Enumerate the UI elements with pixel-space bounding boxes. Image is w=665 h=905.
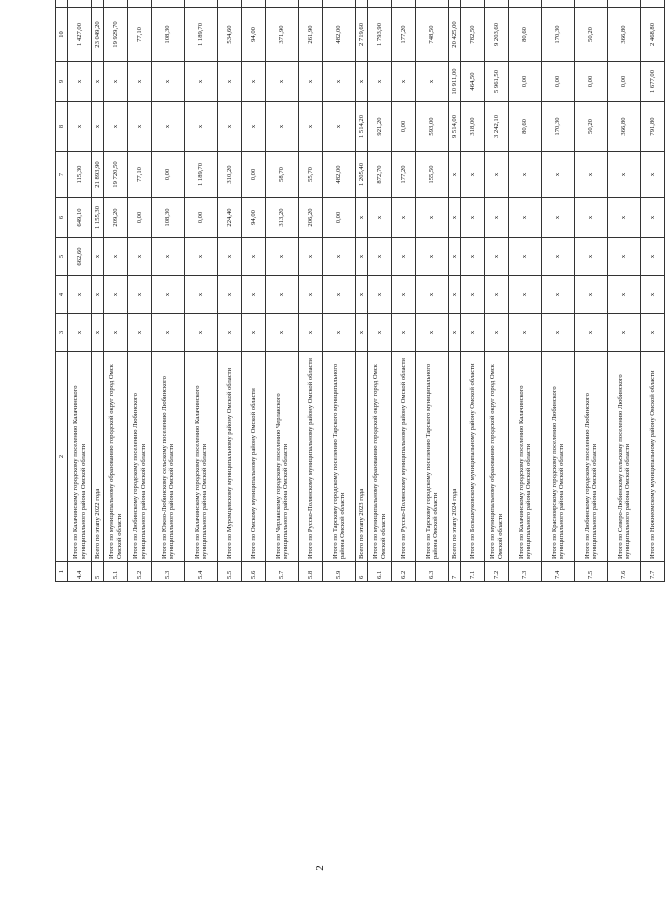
- value-cell: x: [575, 198, 608, 238]
- value-cell: x: [68, 314, 92, 352]
- column-number-header: [56, 0, 68, 8]
- value-cell: [68, 0, 92, 8]
- value-cell: x: [416, 238, 449, 276]
- row-number-cell: 5.8: [299, 562, 323, 582]
- value-cell: [128, 0, 152, 8]
- value-cell: x: [542, 276, 575, 314]
- value-cell: 1 205,40: [356, 152, 368, 198]
- value-cell: x: [185, 102, 218, 152]
- value-cell: x: [461, 198, 485, 238]
- value-cell: x: [104, 238, 128, 276]
- value-cell: [266, 0, 299, 8]
- value-cell: x: [185, 314, 218, 352]
- value-cell: x: [416, 62, 449, 102]
- value-cell: 649,10: [68, 198, 92, 238]
- municipality-name-cell: Итого по Русско-Полянскому муниципальному району Омской области: [299, 352, 323, 562]
- column-number-header: 2: [56, 352, 68, 562]
- row-number-cell: 7.3: [509, 562, 542, 582]
- value-cell: 80,60: [509, 8, 542, 62]
- value-cell: 1 189,70: [185, 8, 218, 62]
- value-cell: x: [392, 238, 416, 276]
- value-cell: 20 425,00: [449, 8, 461, 62]
- value-cell: x: [392, 276, 416, 314]
- municipality-name-cell: Итого по Омскому муниципальному району Омской области: [242, 352, 266, 562]
- value-cell: x: [128, 62, 152, 102]
- value-cell: x: [608, 198, 641, 238]
- value-cell: [356, 0, 368, 8]
- value-cell: [152, 0, 185, 8]
- value-cell: 1 793,90: [368, 8, 392, 62]
- value-cell: x: [266, 314, 299, 352]
- value-cell: 3 242,10: [485, 102, 509, 152]
- value-cell: x: [104, 102, 128, 152]
- table-row: [641, 0, 665, 582]
- table-row: [509, 0, 542, 582]
- value-cell: x: [461, 276, 485, 314]
- value-cell: x: [68, 276, 92, 314]
- value-cell: x: [416, 314, 449, 352]
- value-cell: [461, 0, 485, 8]
- value-cell: x: [485, 276, 509, 314]
- value-cell: 1 514,20: [356, 102, 368, 152]
- value-cell: x: [218, 276, 242, 314]
- value-cell: x: [608, 152, 641, 198]
- municipality-name-cell: Итого по муниципальному образованию городской округ город Омск Омской области: [368, 352, 392, 562]
- value-cell: 782,50: [461, 8, 485, 62]
- value-cell: x: [575, 152, 608, 198]
- value-cell: 177,20: [392, 152, 416, 198]
- value-cell: x: [323, 238, 356, 276]
- value-cell: x: [242, 102, 266, 152]
- value-cell: 19 929,70: [104, 8, 128, 62]
- value-cell: x: [242, 276, 266, 314]
- value-cell: 108,30: [152, 198, 185, 238]
- value-cell: x: [185, 238, 218, 276]
- value-cell: [542, 0, 575, 8]
- value-cell: x: [461, 314, 485, 352]
- table-row: [128, 0, 152, 582]
- value-cell: x: [509, 276, 542, 314]
- value-cell: [509, 0, 542, 8]
- value-cell: x: [485, 314, 509, 352]
- value-cell: 21 893,90: [92, 152, 104, 198]
- table-row: [266, 0, 299, 582]
- value-cell: x: [185, 62, 218, 102]
- value-cell: x: [542, 152, 575, 198]
- value-cell: x: [323, 62, 356, 102]
- value-cell: [485, 0, 509, 8]
- table-row: [542, 0, 575, 582]
- column-number-header: 9: [56, 62, 68, 102]
- value-cell: [416, 0, 449, 8]
- value-cell: 0,00: [128, 198, 152, 238]
- rotated-page: [55, 21, 656, 871]
- table-row: [104, 0, 128, 582]
- value-cell: x: [218, 314, 242, 352]
- municipality-name-cell: Итого по Калачинскому городскому поселению Калачинского муниципального района Омской области: [509, 352, 542, 562]
- value-cell: x: [485, 152, 509, 198]
- value-cell: x: [416, 198, 449, 238]
- value-cell: 170,30: [542, 8, 575, 62]
- value-cell: x: [266, 102, 299, 152]
- value-cell: x: [575, 238, 608, 276]
- value-cell: x: [392, 314, 416, 352]
- value-cell: x: [152, 314, 185, 352]
- value-cell: [449, 0, 461, 8]
- value-cell: x: [356, 62, 368, 102]
- row-number-cell: 7.6: [608, 562, 641, 582]
- value-cell: 77,10: [128, 152, 152, 198]
- value-cell: x: [542, 198, 575, 238]
- value-cell: 224,40: [218, 198, 242, 238]
- value-cell: [92, 0, 104, 8]
- column-number-header: 3: [56, 314, 68, 352]
- value-cell: x: [509, 152, 542, 198]
- value-cell: x: [641, 198, 665, 238]
- value-cell: 482,00: [323, 152, 356, 198]
- municipality-name-cell: Итого по Красноярскому городскому поселению Любинского муниципального района Омской области: [542, 352, 575, 562]
- value-cell: 2 719,60: [356, 8, 368, 62]
- value-cell: 115,30: [68, 152, 92, 198]
- row-number-cell: 5.3: [152, 562, 185, 582]
- value-cell: 1 189,70: [185, 152, 218, 198]
- municipality-name-cell: Итого по Тарскому городскому поселению Тарского муниципального района Омской области: [416, 352, 449, 562]
- value-cell: [575, 0, 608, 8]
- value-cell: 5 961,50: [485, 62, 509, 102]
- row-number-cell: 5.5: [218, 562, 242, 582]
- value-cell: 2 468,80: [641, 8, 665, 62]
- value-cell: 155,50: [416, 152, 449, 198]
- value-cell: x: [104, 62, 128, 102]
- value-cell: x: [128, 314, 152, 352]
- value-cell: 0,00: [185, 198, 218, 238]
- value-cell: x: [92, 238, 104, 276]
- value-cell: x: [368, 314, 392, 352]
- value-cell: x: [266, 62, 299, 102]
- value-cell: 366,80: [608, 8, 641, 62]
- value-cell: x: [449, 152, 461, 198]
- municipality-name-cell: Всего по этапу 2024 года: [449, 352, 461, 562]
- municipality-name-cell: Итого по Любинскому городскому поселению Любинского муниципального района Омской области: [575, 352, 608, 562]
- value-cell: x: [449, 238, 461, 276]
- value-cell: x: [152, 276, 185, 314]
- row-number-cell: 4.4: [68, 562, 92, 582]
- value-cell: x: [242, 62, 266, 102]
- value-cell: x: [392, 198, 416, 238]
- value-cell: x: [449, 276, 461, 314]
- table-row: [218, 0, 242, 582]
- table-row: [152, 0, 185, 582]
- value-cell: 0,00: [152, 152, 185, 198]
- value-cell: x: [416, 276, 449, 314]
- row-number-cell: 7: [449, 562, 461, 582]
- value-cell: 261,90: [299, 8, 323, 62]
- value-cell: 177,20: [392, 8, 416, 62]
- value-cell: 313,20: [266, 198, 299, 238]
- value-cell: x: [323, 276, 356, 314]
- row-number-cell: 6.3: [416, 562, 449, 582]
- municipality-name-cell: Итого по Любинскому городскому поселению Любинского муниципального района Омской области: [128, 352, 152, 562]
- value-cell: x: [92, 102, 104, 152]
- row-number-cell: 5.7: [266, 562, 299, 582]
- value-cell: 80,60: [509, 102, 542, 152]
- row-number-cell: 5.6: [242, 562, 266, 582]
- value-cell: 94,00: [242, 8, 266, 62]
- municipality-name-cell: Итого по Нижнеомскому муниципальному району Омской области: [641, 352, 665, 562]
- value-cell: 50,20: [575, 8, 608, 62]
- value-cell: x: [68, 62, 92, 102]
- stage-total-row: [449, 0, 461, 582]
- table-row: [68, 0, 92, 582]
- row-number-cell: 7.7: [641, 562, 665, 582]
- municipality-name-cell: Всего по этапу 2023 года: [356, 352, 368, 562]
- stage-total-row: [92, 0, 104, 582]
- table-row: [392, 0, 416, 582]
- value-cell: [323, 0, 356, 8]
- value-cell: x: [542, 314, 575, 352]
- column-number-header: 1: [56, 562, 68, 582]
- value-cell: x: [449, 198, 461, 238]
- value-cell: 58,70: [266, 152, 299, 198]
- municipality-name-cell: Итого по муниципальному образованию городской округ город Омск Омской области: [104, 352, 128, 562]
- value-cell: x: [92, 276, 104, 314]
- row-number-cell: 6.1: [368, 562, 392, 582]
- value-cell: x: [152, 238, 185, 276]
- value-cell: [299, 0, 323, 8]
- value-cell: x: [509, 198, 542, 238]
- value-cell: 482,00: [323, 8, 356, 62]
- table-row: [299, 0, 323, 582]
- value-cell: 662,60: [68, 238, 92, 276]
- value-cell: 19 720,50: [104, 152, 128, 198]
- municipality-name-cell: Итого по Калачинскому городскому поселению Калачинского муниципального района Омской области: [68, 352, 92, 562]
- value-cell: x: [323, 102, 356, 152]
- value-cell: x: [218, 102, 242, 152]
- value-cell: x: [575, 314, 608, 352]
- row-number-cell: 7.2: [485, 562, 509, 582]
- value-cell: 23 049,20: [92, 8, 104, 62]
- value-cell: x: [485, 198, 509, 238]
- row-number-cell: 7.5: [575, 562, 608, 582]
- value-cell: x: [368, 198, 392, 238]
- value-cell: 0,00: [323, 198, 356, 238]
- row-number-cell: 5.2: [128, 562, 152, 582]
- value-cell: 0,00: [242, 152, 266, 198]
- value-cell: 921,20: [368, 102, 392, 152]
- value-cell: 1 427,00: [68, 8, 92, 62]
- value-cell: x: [368, 62, 392, 102]
- row-number-cell: 5.1: [104, 562, 128, 582]
- value-cell: 0,00: [509, 62, 542, 102]
- table-row: [185, 0, 218, 582]
- value-cell: 366,80: [608, 102, 641, 152]
- value-cell: 50,20: [575, 102, 608, 152]
- value-cell: x: [509, 314, 542, 352]
- value-cell: x: [242, 314, 266, 352]
- value-cell: x: [242, 238, 266, 276]
- value-cell: x: [608, 314, 641, 352]
- value-cell: 310,20: [218, 152, 242, 198]
- table-row: [485, 0, 509, 582]
- municipality-name-cell: Итого по Южно-Любинскому сельскому поселению Любинского муниципального района Омской области: [152, 352, 185, 562]
- value-cell: x: [128, 102, 152, 152]
- municipality-name-cell: Всего по этапу 2022 года: [92, 352, 104, 562]
- value-cell: x: [128, 276, 152, 314]
- value-cell: [218, 0, 242, 8]
- value-cell: [641, 0, 665, 8]
- value-cell: x: [152, 102, 185, 152]
- value-cell: 593,00: [416, 102, 449, 152]
- value-cell: x: [266, 238, 299, 276]
- value-cell: x: [608, 276, 641, 314]
- header-row: [56, 0, 68, 582]
- housing-program-table: [55, 0, 665, 582]
- row-number-cell: 5: [92, 562, 104, 582]
- value-cell: x: [323, 314, 356, 352]
- table-row: [416, 0, 449, 582]
- value-cell: 0,00: [608, 62, 641, 102]
- value-cell: 9 514,00: [449, 102, 461, 152]
- value-cell: x: [152, 62, 185, 102]
- value-cell: x: [299, 102, 323, 152]
- value-cell: x: [542, 238, 575, 276]
- municipality-name-cell: Итого по Тарскому городскому поселению Тарского муниципального района Омской области: [323, 352, 356, 562]
- value-cell: x: [356, 314, 368, 352]
- municipality-name-cell: Итого по Северо-Любинскому сельскому поселению Любинского муниципального района Омской области: [608, 352, 641, 562]
- value-cell: x: [104, 314, 128, 352]
- value-cell: 791,80: [641, 102, 665, 152]
- column-number-header: 4: [56, 276, 68, 314]
- value-cell: x: [128, 238, 152, 276]
- municipality-name-cell: Итого по Калачинскому городскому поселению Калачинского муниципального района Омской области: [185, 352, 218, 562]
- municipality-name-cell: Итого по Русско-Полянскому муниципальному району Омской области: [392, 352, 416, 562]
- value-cell: x: [461, 152, 485, 198]
- column-number-header: 7: [56, 152, 68, 198]
- value-cell: 9 203,60: [485, 8, 509, 62]
- row-number-cell: 7.1: [461, 562, 485, 582]
- value-cell: 94,00: [242, 198, 266, 238]
- value-cell: 1 155,30: [92, 198, 104, 238]
- value-cell: x: [299, 314, 323, 352]
- value-cell: 206,20: [299, 198, 323, 238]
- table-row: [242, 0, 266, 582]
- value-cell: x: [641, 238, 665, 276]
- value-cell: 748,50: [416, 8, 449, 62]
- value-cell: x: [299, 276, 323, 314]
- value-cell: x: [218, 238, 242, 276]
- value-cell: [368, 0, 392, 8]
- municipality-name-cell: Итого по Муромцевскому муниципальному району Омской области: [218, 352, 242, 562]
- value-cell: x: [356, 238, 368, 276]
- value-cell: x: [608, 238, 641, 276]
- value-cell: x: [92, 314, 104, 352]
- value-cell: 108,30: [152, 8, 185, 62]
- value-cell: x: [641, 152, 665, 198]
- value-cell: 55,70: [299, 152, 323, 198]
- value-cell: 534,60: [218, 8, 242, 62]
- value-cell: x: [392, 62, 416, 102]
- value-cell: x: [104, 276, 128, 314]
- value-cell: 464,50: [461, 62, 485, 102]
- value-cell: x: [356, 276, 368, 314]
- municipality-name-cell: Итого по Большеуковскому муниципальному району Омской области: [461, 352, 485, 562]
- table-row: [461, 0, 485, 582]
- row-number-cell: 6.2: [392, 562, 416, 582]
- value-cell: 77,10: [128, 8, 152, 62]
- value-cell: x: [449, 314, 461, 352]
- value-cell: x: [509, 238, 542, 276]
- value-cell: x: [92, 62, 104, 102]
- value-cell: [185, 0, 218, 8]
- value-cell: x: [299, 62, 323, 102]
- value-cell: x: [68, 102, 92, 152]
- table-row: [575, 0, 608, 582]
- value-cell: 170,30: [542, 102, 575, 152]
- row-number-cell: 5.4: [185, 562, 218, 582]
- value-cell: 1 677,00: [641, 62, 665, 102]
- value-cell: x: [185, 276, 218, 314]
- column-number-header: 8: [56, 102, 68, 152]
- municipality-name-cell: Итого по Черлакскому городскому поселению Черлакского муниципального района Омской области: [266, 352, 299, 562]
- value-cell: 0,00: [575, 62, 608, 102]
- value-cell: [242, 0, 266, 8]
- row-number-cell: 5.9: [323, 562, 356, 582]
- value-cell: [608, 0, 641, 8]
- stage-total-row: [356, 0, 368, 582]
- value-cell: x: [368, 238, 392, 276]
- value-cell: x: [266, 276, 299, 314]
- municipality-name-cell: Итого по муниципальному образованию городской округ город Омск Омской области: [485, 352, 509, 562]
- value-cell: x: [575, 276, 608, 314]
- value-cell: x: [641, 314, 665, 352]
- value-cell: x: [641, 276, 665, 314]
- table-row: [323, 0, 356, 582]
- table-row: [608, 0, 641, 582]
- value-cell: 318,00: [461, 102, 485, 152]
- row-number-cell: 7.4: [542, 562, 575, 582]
- column-number-header: 6: [56, 198, 68, 238]
- value-cell: [392, 0, 416, 8]
- page-number: 2: [314, 865, 326, 871]
- value-cell: [104, 0, 128, 8]
- value-cell: 10 911,00: [449, 62, 461, 102]
- value-cell: 0,00: [392, 102, 416, 152]
- value-cell: x: [461, 238, 485, 276]
- row-number-cell: 6: [356, 562, 368, 582]
- value-cell: 872,70: [368, 152, 392, 198]
- value-cell: x: [368, 276, 392, 314]
- value-cell: x: [299, 238, 323, 276]
- value-cell: 209,20: [104, 198, 128, 238]
- column-number-header: 5: [56, 238, 68, 276]
- value-cell: x: [356, 198, 368, 238]
- value-cell: 371,90: [266, 8, 299, 62]
- value-cell: 0,00: [542, 62, 575, 102]
- value-cell: x: [218, 62, 242, 102]
- table-row: [368, 0, 392, 582]
- column-number-header: 10: [56, 8, 68, 62]
- value-cell: x: [485, 238, 509, 276]
